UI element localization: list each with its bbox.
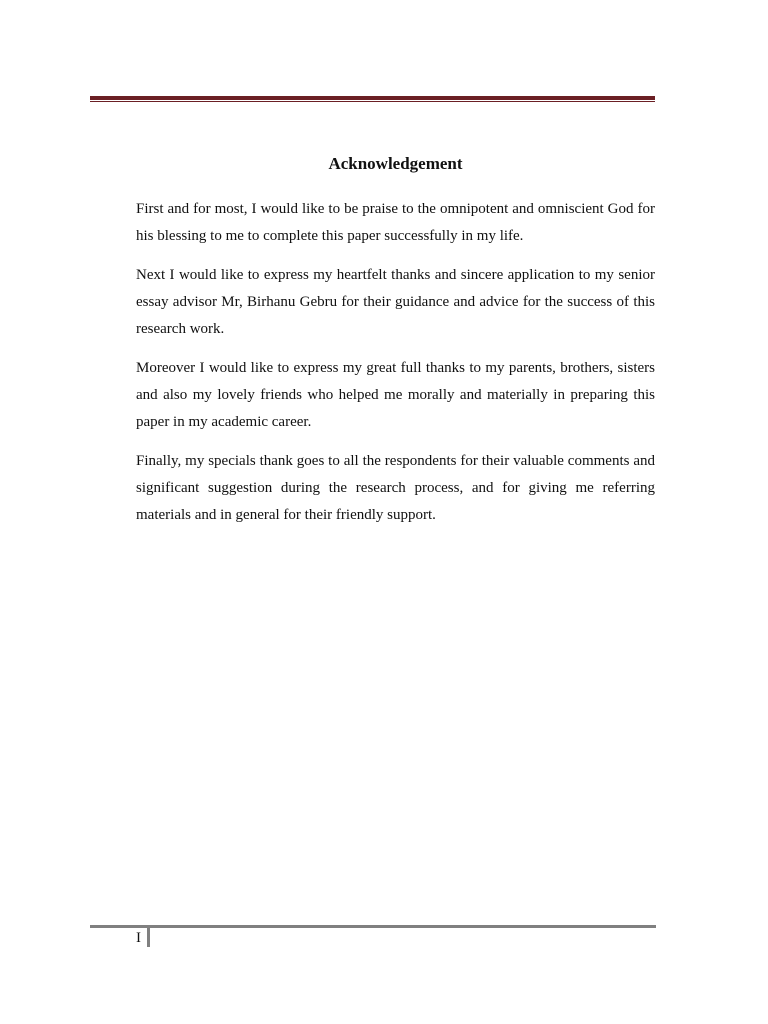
paragraph-family: Moreover I would like to express my great full thanks to my parents, brothers, sisters and also my lovely friends who helped me morally and materially in preparing this paper in my academic career. <box>136 360 655 430</box>
header-rule <box>90 96 655 102</box>
page-title: Acknowledgement <box>328 154 463 173</box>
paragraph-respondents: Finally, my specials thank goes to all the respondents for their valuable comments and significant suggestion during the research process, and for giving me referring materials and in general for their friendly support. <box>136 453 655 523</box>
page-content <box>136 150 655 541</box>
header-rule-thin-line <box>90 101 655 102</box>
footer-rule <box>90 925 656 928</box>
paragraph-advisor: Next I would like to express my heartfelt thanks and sincere application to my senior essay advisor Mr, Birhanu Gebru for their guidance and advice for the success of this research work. <box>136 267 655 337</box>
page-number-marker <box>147 928 150 947</box>
page-number: I <box>136 930 141 946</box>
paragraph-god: First and for most, I would like to be praise to the omnipotent and omniscient God for his blessing to me to complete this paper successfully in my life. <box>136 201 655 244</box>
